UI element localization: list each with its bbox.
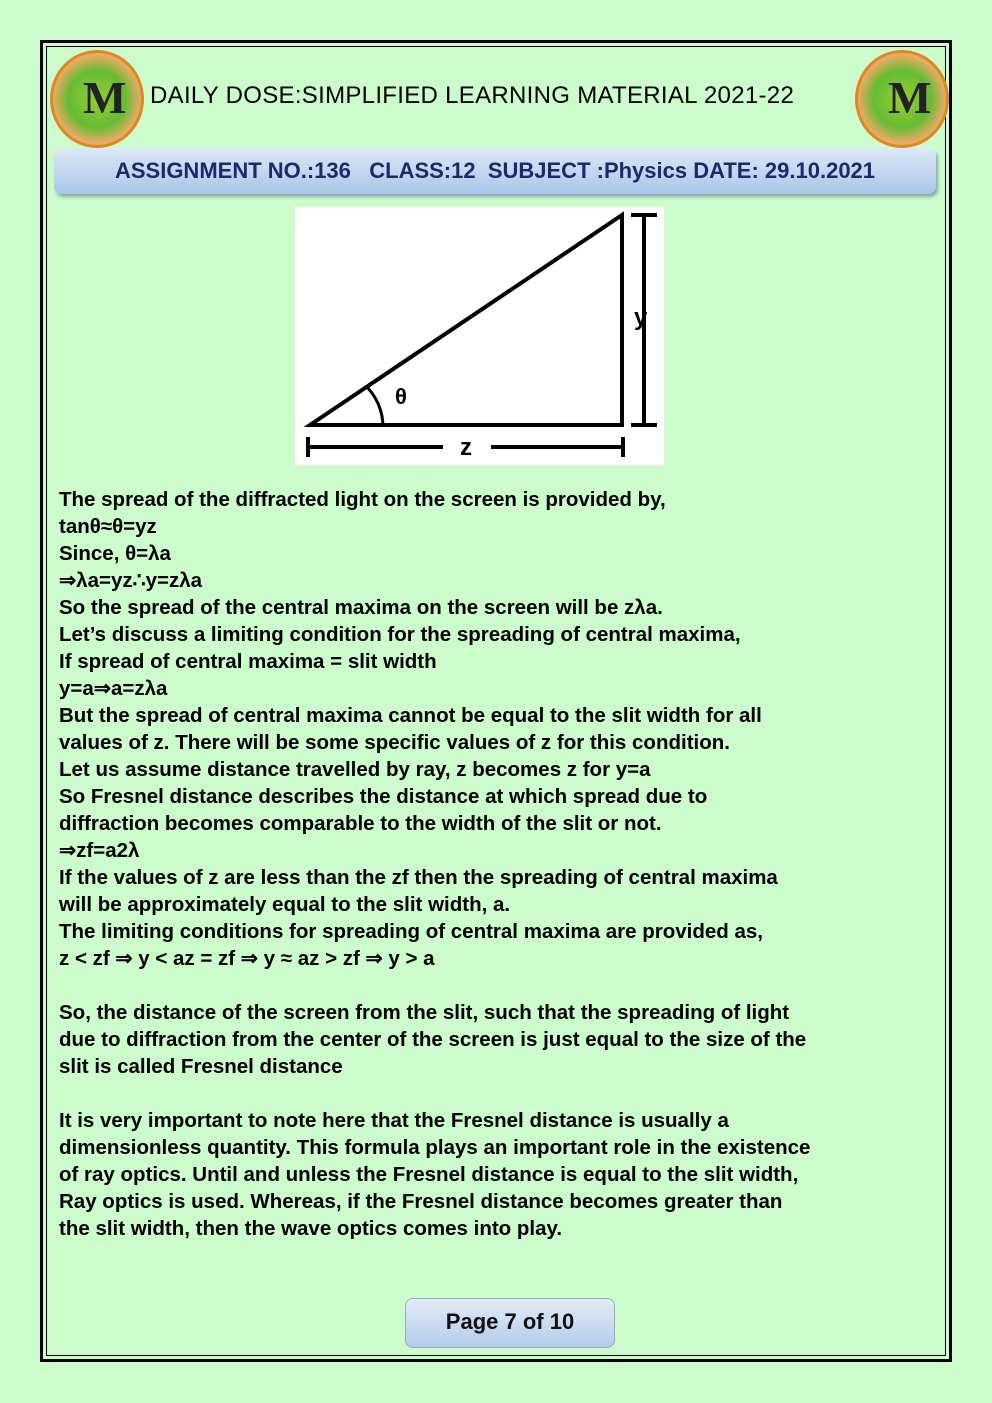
text-line: Let’s discuss a limiting condition for the spreading of central maxima, [59, 623, 741, 646]
text-line: y=a⇒a=zλa [59, 677, 168, 700]
text-line: The limiting conditions for spreading of central maxima are provided as, [59, 920, 763, 943]
height-label: y [634, 304, 648, 331]
triangle [310, 215, 622, 425]
triangle-svg [295, 207, 664, 465]
text-line: Ray optics is used. Whereas, if the Fresnel distance becomes greater than [59, 1190, 783, 1213]
text-line: So the spread of the central maxima on the screen will be zλa. [59, 596, 663, 619]
text-line: Let us assume distance travelled by ray, z becomes z for y=a [59, 758, 651, 781]
text-line: The spread of the diffracted light on the screen is provided by, [59, 488, 666, 511]
text-line: So Fresnel distance describes the distance at which spread due to [59, 785, 708, 808]
text-line: ⇒zf=a2λ [59, 839, 140, 862]
text-line: If spread of central maxima = slit width [59, 650, 437, 673]
school-logo-right [855, 50, 949, 148]
logo-letter: M [83, 72, 127, 123]
text-line: dimensionless quantity. This formula plays an important role in the existence [59, 1136, 811, 1159]
assignment-banner: ASSIGNMENT NO.:136 CLASS:12 SUBJECT :Physics DATE: 29.10.2021 [54, 148, 936, 194]
header-title: DAILY DOSE:SIMPLIFIED LEARNING MATERIAL 2021-22 [150, 82, 795, 109]
page-number: Page 7 of 10 [405, 1298, 615, 1348]
base-label: z [460, 434, 472, 461]
text-line: ⇒λa=yz∴y=zλa [59, 569, 203, 592]
text-line: z < zf ⇒ y < az = zf ⇒ y ≈ az > zf ⇒ y > a [59, 947, 435, 970]
text-line: So, the distance of the screen from the slit, such that the spreading of light [59, 1001, 790, 1024]
text-line: the slit width, then the wave optics comes into play. [59, 1217, 563, 1240]
text-line: diffraction becomes comparable to the width of the slit or not. [59, 812, 662, 835]
school-logo-left [50, 50, 144, 148]
text-line [59, 1080, 939, 1107]
text-line: But the spread of central maxima cannot be equal to the slit width for all [59, 704, 762, 727]
text-line: If the values of z are less than the zf then the spreading of central maxima [59, 866, 778, 889]
text-line: slit is called Fresnel distance [59, 1055, 343, 1078]
angle-label: θ [395, 384, 407, 409]
text-line: values of z. There will be some specific values of z for this condition. [59, 731, 730, 754]
text-line: will be approximately equal to the slit width, a. [59, 893, 511, 916]
text-line: of ray optics. Until and unless the Fresnel distance is equal to the slit width, [59, 1163, 799, 1186]
triangle-diagram [295, 207, 664, 465]
text-line: Since, θ=λa [59, 542, 171, 565]
angle-arc [367, 387, 383, 425]
text-line [59, 972, 939, 999]
text-line: due to diffraction from the center of the screen is just equal to the size of the [59, 1028, 807, 1051]
text-line: It is very important to note here that the Fresnel distance is usually a [59, 1109, 729, 1132]
text-line: tanθ≈θ=yz [59, 515, 157, 538]
logo-letter: M [888, 72, 932, 123]
body-text [59, 486, 939, 1242]
